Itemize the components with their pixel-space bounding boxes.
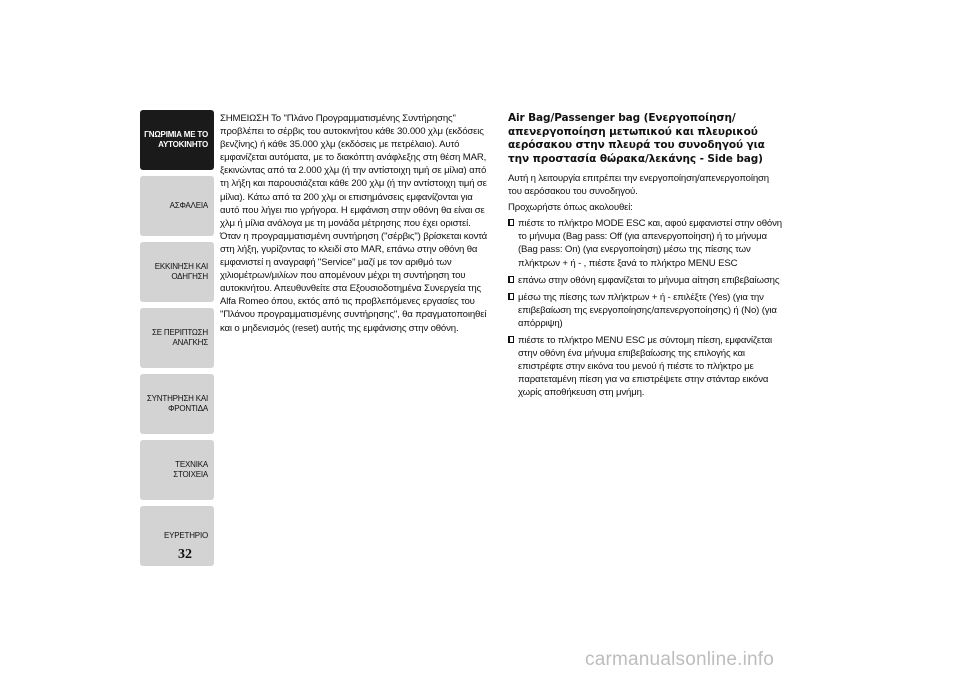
checkbox-bullet-icon	[508, 293, 514, 300]
watermark: carmanualsonline.info	[585, 649, 775, 670]
chapter-tab-starting-driving[interactable]	[140, 242, 214, 302]
chapter-tab-label: ΓΝΩΡΙΜΙΑ ΜΕ ΤΟ ΑΥΤΟΚΙΝΗΤΟ	[144, 130, 208, 149]
chapter-tab-label: ΣΕ ΠΕΡΙΠΤΩΣΗ ΑΝΑΓΚΗΣ	[152, 328, 208, 347]
chapter-tab-emergency[interactable]	[140, 308, 214, 368]
chapter-tab-label: ΕΚΚΙΝΗΣΗ ΚΑΙ ΟΔΗΓΗΣΗ	[154, 262, 208, 281]
maintenance-note: ΣΗΜΕΙΩΣΗ Το "Πλάνο Προγραμματισμένης Συντήρησης" προβλέπει το σέρβις του αυτοκινήτου κάθε 30.000 χλμ (εκδόσεις βενζίνης) ή κάθε 35.000 χλμ (εκδόσεις με πετρέλαιο). Αυτό εμφανίζεται αυτόματα, με το διακόπτη ανάφλεξης στη θέση MAR, ξεκινώντας από τα 2.000 χλμ (ή την αντίστοιχη τιμή σε μίλια) από τη λήξη και παρουσιάζεται κάθε 200 χλμ (ή την αντίστοιχη τιμή σε μίλια). Κάτω από τα 200 χλμ οι επισημάνσεις εμφανίζονται για αυτό που λήγει πιο γρήγορα. Η εμφάνιση στην οθόνη θα είναι σε χλμ ή μίλια ανάλογα με τη μονάδα μέτρησης που έχει οριστεί. Όταν η προγραμματισμένη συντήρηση ("σέρβις") βρίσκεται κοντά στη λήξη, γυρίζοντας το κλειδί στο MAR, επάνω στην οθόνη θα εμφανιστεί η αναγραφή "Service" μαζί με τον αριθμό των χιλιομέτρων/μιλίων που απομένουν μέχρι τη συντήρηση του αυτοκινήτου. Απευθυνθείτε στα Εξουσιοδοτημένα Συνεργεία της Alfa Romeo όπου, εκτός από τις προβλεπόμενες εργασίες του "Πλάνου προγραμματισμένης συντήρησης", θα πραγματοποιηθεί και ο μηδενισμός (reset) αυτής της εμφάνισης στην οθόνη.	[220, 113, 488, 334]
chapter-tab-safety[interactable]	[140, 176, 214, 236]
chapter-tab-label: ΣΥΝΤΗΡΗΣΗ ΚΑΙ ΦΡΟΝΤΙΔΑ	[146, 394, 208, 413]
step-text: μέσω της πίεσης των πλήκτρων + ή - επιλέξτε (Yes) (για την επιβεβαίωση της ενεργοποίησης/απενεργοποίησης) ή (No) (για απόρριψη)	[518, 291, 777, 329]
chapter-tab-label: ΤΕΧΝΙΚΑ ΣΤΟΙΧΕΙΑ	[173, 460, 208, 479]
chapter-tab-getting-to-know[interactable]	[140, 110, 214, 170]
chapter-tab-label: ΑΣΦΑΛΕΙΑ	[169, 201, 208, 210]
proceed-label: Προχωρήστε όπως ακολουθεί:	[508, 202, 633, 214]
step-text: πιέστε το πλήκτρο MODE ESC και, αφού εμφανιστεί στην οθόνη το μήνυμα (Bag pass: Off (για απενεργοποίηση) ή το μήνυμα (Bag pass: On) (για ενεργοποίηση) μέσω της πίεσης των πλήκτρων + ή - , πιέστε ξανά το πλήκτρο MENU ESC	[518, 218, 782, 269]
page-number: 32	[178, 547, 192, 562]
list-item	[508, 291, 783, 330]
checkbox-bullet-icon	[508, 276, 514, 283]
step-text: επάνω στην οθόνη εμφανίζεται το μήνυμα αίτηση επιβεβαίωσης	[518, 274, 780, 286]
steps-list	[508, 217, 783, 399]
step-text: πιέστε το πλήκτρο MENU ESC με σύντομη πίεση, εμφανίζεται στην οθόνη ένα μήνυμα επιβεβαίωσης της επιλογής και επιστρέφτε στην εικόνα του μενού ή πιέστε το πλήκτρο με παρατεταμένη πίεση για να επιστρέψετε στην στάνταρ εικόνα χωρίς αποθήκευση στη μνήμη.	[518, 335, 772, 399]
section-heading: Air Bag/Passenger bag (Ενεργοποίηση/ απενεργοποίηση μετωπικού και πλευρικού αερόσακου στην πλευρά του συνοδηγού για την προστασία θώρακα/λεκάνης - Side bag)	[508, 112, 765, 165]
chapter-tab-maintenance[interactable]	[140, 374, 214, 434]
chapter-tab-technical-data[interactable]	[140, 440, 214, 500]
list-item	[508, 334, 783, 399]
checkbox-bullet-icon	[508, 219, 514, 226]
chapter-tab-index[interactable]	[140, 506, 214, 566]
section-intro: Αυτή η λειτουργία επιτρέπει την ενεργοποίηση/απενεργοποίηση του αερόσακου του συνοδηγού.	[508, 173, 769, 198]
list-item	[508, 274, 783, 287]
airbag-section	[508, 112, 783, 404]
list-item	[508, 217, 783, 269]
chapter-tab-label: ΕΥΡΕΤΗΡΙΟ	[164, 531, 208, 540]
checkbox-bullet-icon	[508, 336, 514, 343]
